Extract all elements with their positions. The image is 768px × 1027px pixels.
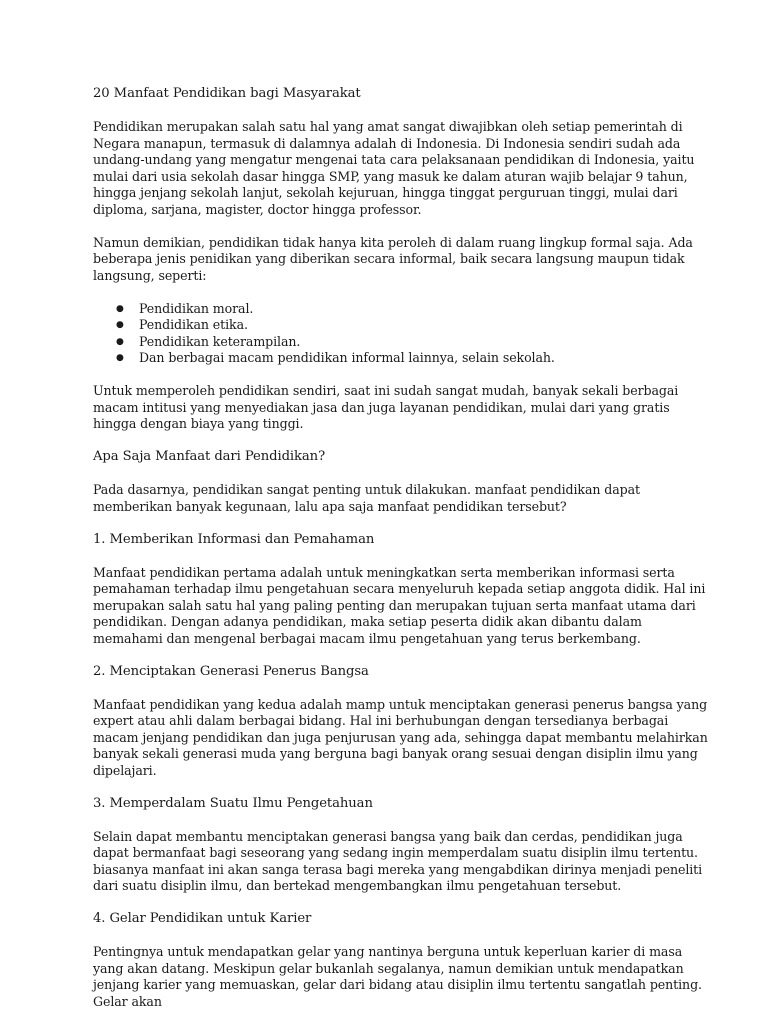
list-item-text: Pendidikan keterampilan. <box>139 333 301 349</box>
list-item-text: Pendidikan etika. <box>139 317 248 332</box>
bullet-icon: ● <box>116 353 124 363</box>
list-item <box>93 317 715 334</box>
paragraph-basics: Pada dasarnya, pendidikan sangat penting untuk dilakukan. manfaat pendidikan dapat memberikan banyak kegunaan, lalu apa saja manfaat pendidikan tersebut? <box>93 482 640 514</box>
list-item-text: Pendidikan moral. <box>139 300 254 316</box>
list-item <box>93 301 715 318</box>
bullet-icon: ● <box>116 320 124 330</box>
list-item-text: Dan berbagai macam pendidikan informal lainnya, selain sekolah. <box>139 350 555 365</box>
question-heading: Apa Saja Manfaat dari Pendidikan? <box>93 449 326 464</box>
paragraph-intro: Pendidikan merupakan salah satu hal yang amat sangat diwajibkan oleh setiap pemerintah di Negara manapun, termasuk di dalamnya adalah di Indonesia. Di Indonesia sendiri sudah ada undang-undang yang mengatur mengenai tata cara pelaksanaan pendidikan di Indonesia, yaitu mulai dari usia sekolah dasar hingga SMP, yang masuk ke dalam aturan wajib belajar 9 tahun, hingga jenjang sekolah lanjut, sekolah kejuruan, hingga tinggat perguruan tinggi, mulai dari diploma, sarjana, magister, doctor hingga professor. <box>93 119 695 217</box>
bullet-icon: ● <box>116 336 124 347</box>
bullet-icon: ● <box>116 303 124 314</box>
list-item <box>93 350 715 367</box>
section-body-1: Manfaat pendidikan pertama adalah untuk meningkatkan serta memberikan informasi serta pemahaman terhadap ilmu pengetahuan secara menyeluruh kepada setiap anggota didik. Hal ini merupakan salah satu hal yang paling penting dan merupakan tujuan serta manfaat utama dari pendidikan. Dengan adanya pendidikan, maka setiap peserta didik akan dibantu dalam memahami dan mengenal berbagai macam ilmu pengetahuan yang terus berkembang. <box>93 564 706 646</box>
section-heading-3: 3. Memperdalam Suatu Ilmu Pengetahuan <box>93 795 373 811</box>
section-body-3: Selain dapat membantu menciptakan generasi bangsa yang baik dan cerdas, pendidikan juga dapat bermanfaat bagi seseorang yang sedang ingin memperdalam suatu disiplin ilmu tertentu. biasanya manfaat ini akan sanga terasa bagi mereka yang mengabdikan dirinya menjadi peneliti dari suatu disiplin ilmu, dan bertekad mengembangkan ilmu pengetahuan tersebut. <box>93 828 703 893</box>
document-page <box>93 86 715 1027</box>
section-heading-1: 1. Memberikan Informasi dan Pemahaman <box>93 531 375 547</box>
bullet-list <box>93 301 715 367</box>
paragraph-informal: Namun demikian, pendidikan tidak hanya kita peroleh di dalam ruang lingkup formal saja. Ada beberapa jenis penidikan yang diberikan secara informal, baik secara langsung maupun tidak langsung, seperti: <box>93 234 693 283</box>
section-body-4: Pentingnya untuk mendapatkan gelar yang nantinya berguna untuk keperluan karier di masa yang akan datang. Meskipun gelar bukanlah segalanya, namun demikian untuk mendapatkan jenjang karier yang memuaskan, gelar dari bidang atau disiplin ilmu tertentu sangatlah penting. Gelar akan <box>93 944 702 1009</box>
section-heading-2: 2. Menciptakan Generasi Penerus Bangsa <box>93 663 369 679</box>
list-item <box>93 334 715 351</box>
section-heading-4: 4. Gelar Pendidikan untuk Karier <box>93 911 312 926</box>
document-title: 20 Manfaat Pendidikan bagi Masyarakat <box>93 86 361 101</box>
section-body-2: Manfaat pendidikan yang kedua adalah mamp untuk menciptakan generasi penerus bangsa yang expert atau ahli dalam berbagai bidang. Hal ini berhubungan dengan tersedianya berbagai macam jenjang pendidikan dan juga penjurusan yang ada, sehingga dapat membantu melahirkan banyak sekali generasi muda yang berguna bagi banyak orang sesuai dengan disiplin ilmu yang dipelajari. <box>93 696 708 778</box>
paragraph-access: Untuk memperoleh pendidikan sendiri, saat ini sudah sangat mudah, banyak sekali berbagai macam intitusi yang menyediakan jasa dan juga layanan pendidikan, mulai dari yang gratis hingga dengan biaya yang tinggi. <box>93 383 679 431</box>
